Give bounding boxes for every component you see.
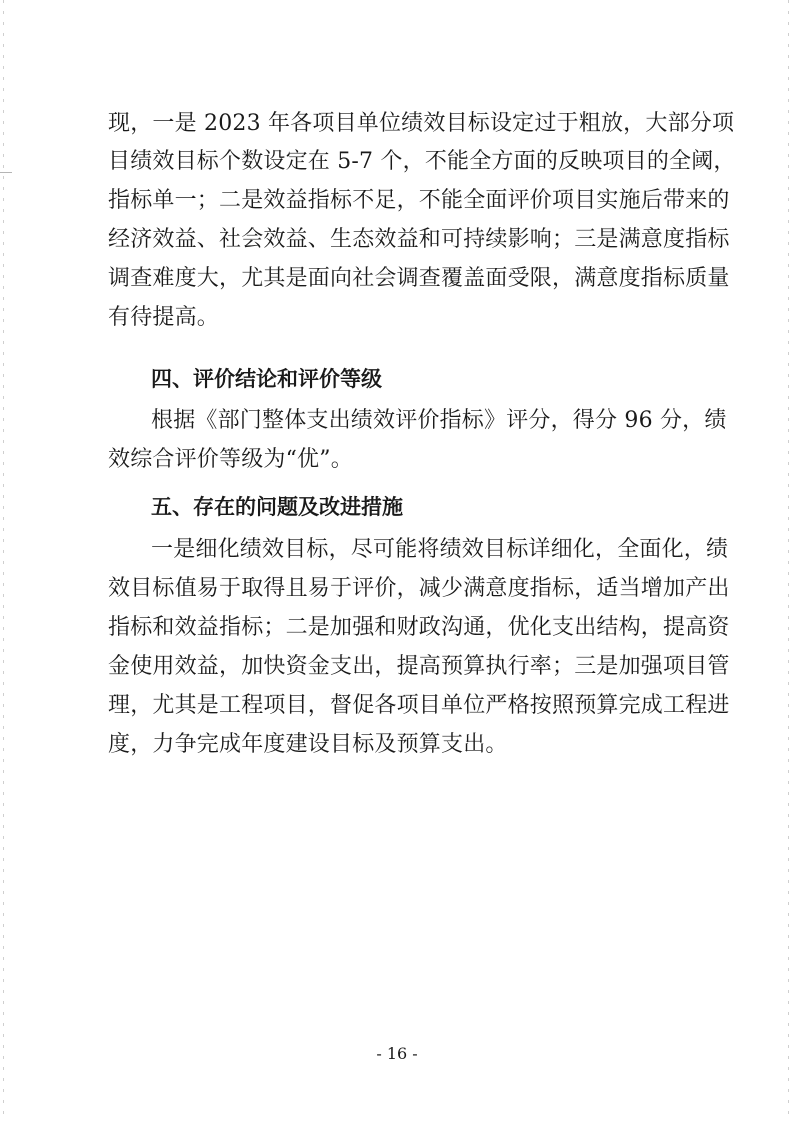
intro-line-4: 经济效益、社会效益、生态效益和可持续影响；三是满意度指标 (108, 227, 730, 252)
intro-line-3: 指标单一；二是效益指标不足，不能全面评价项目实施后带来的 (108, 188, 730, 213)
section5-line-2: 效目标值易于取得且易于评价，减少满意度指标，适当增加产出 (108, 576, 730, 601)
scan-left-edge (3, 0, 4, 1122)
scan-right-edge (788, 0, 789, 1122)
intro-line-2: 目绩效目标个数设定在 5-7 个，不能全方面的反映项目的全阈， (108, 149, 736, 174)
intro-line-5: 调查难度大，尤其是面向社会调查覆盖面受限，满意度指标质量 (108, 266, 730, 291)
section5-line-6: 度，力争完成年度建设目标及预算支出。 (108, 732, 508, 757)
section5-line-5: 理，尤其是工程项目，督促各项目单位严格按照预算完成工程进 (108, 693, 730, 718)
section5-line-3: 指标和效益指标；二是加强和财政沟通，优化支出结构，提高资 (108, 615, 730, 640)
section4-line-1: 根据《部门整体支出绩效评价指标》评分，得分 96 分，绩 (151, 408, 727, 433)
section5-heading: 五、存在的问题及改进措施 (151, 495, 403, 519)
section5-line-1: 一是细化绩效目标，尽可能将绩效目标详细化，全面化，绩 (151, 537, 729, 562)
scan-margin-mark (0, 172, 12, 173)
section5-line-4: 金使用效益，加快资金支出，提高预算执行率；三是加强项目管 (108, 654, 730, 679)
page-number: - 16 - (376, 1044, 418, 1063)
section4-heading: 四、评价结论和评价等级 (151, 367, 382, 391)
intro-line-1: 现，一是 2023 年各项目单位绩效目标设定过于粗放，大部分项 (108, 111, 735, 136)
section4-line-2: 效综合评价等级为“优”。 (108, 447, 353, 472)
intro-line-6: 有待提高。 (108, 305, 220, 330)
